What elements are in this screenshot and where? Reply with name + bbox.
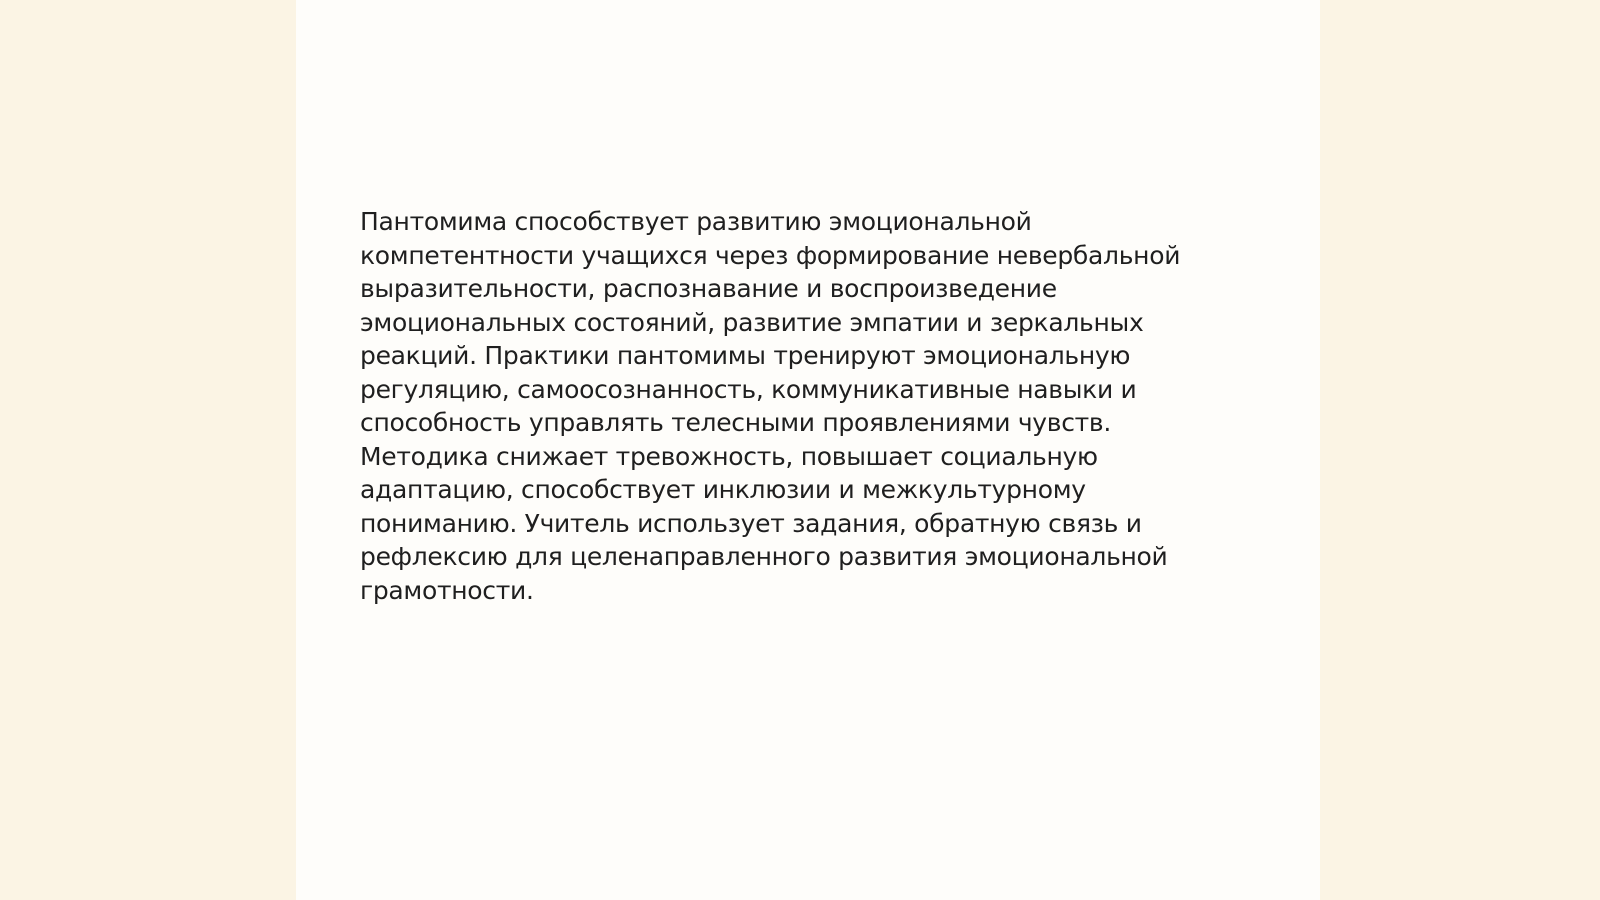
text-line: пониманию. Учитель использует задания, обратную связь и bbox=[360, 508, 1142, 538]
text-line: эмоциональных состояний, развитие эмпатии и зеркальных bbox=[360, 307, 1144, 337]
text-line: Пантомима способствует развитию эмоциональной bbox=[360, 207, 1032, 236]
right-margin bbox=[1320, 0, 1600, 900]
text-line: компетентности учащихся через формирование невербальной bbox=[360, 240, 1181, 270]
text-line: грамотности. bbox=[360, 575, 534, 605]
text-line: способность управлять телесными проявлениями чувств. bbox=[360, 408, 1112, 437]
text-line: выразительности, распознавание и воспроизведение bbox=[360, 274, 1057, 303]
body-text bbox=[360, 205, 1260, 607]
text-line: адаптацию, способствует инклюзии и межкультурному bbox=[360, 475, 1086, 504]
text-line: Методика снижает тревожность, повышает социальную bbox=[360, 441, 1098, 471]
text-line: регуляцию, самоосознанность, коммуникативные навыки и bbox=[360, 374, 1137, 404]
slide bbox=[296, 0, 1320, 900]
text-line: реакций. Практики пантомимы тренируют эмоциональную bbox=[360, 341, 1131, 370]
text-line: рефлексию для целенаправленного развития эмоциональной bbox=[360, 542, 1168, 571]
left-margin bbox=[0, 0, 296, 900]
